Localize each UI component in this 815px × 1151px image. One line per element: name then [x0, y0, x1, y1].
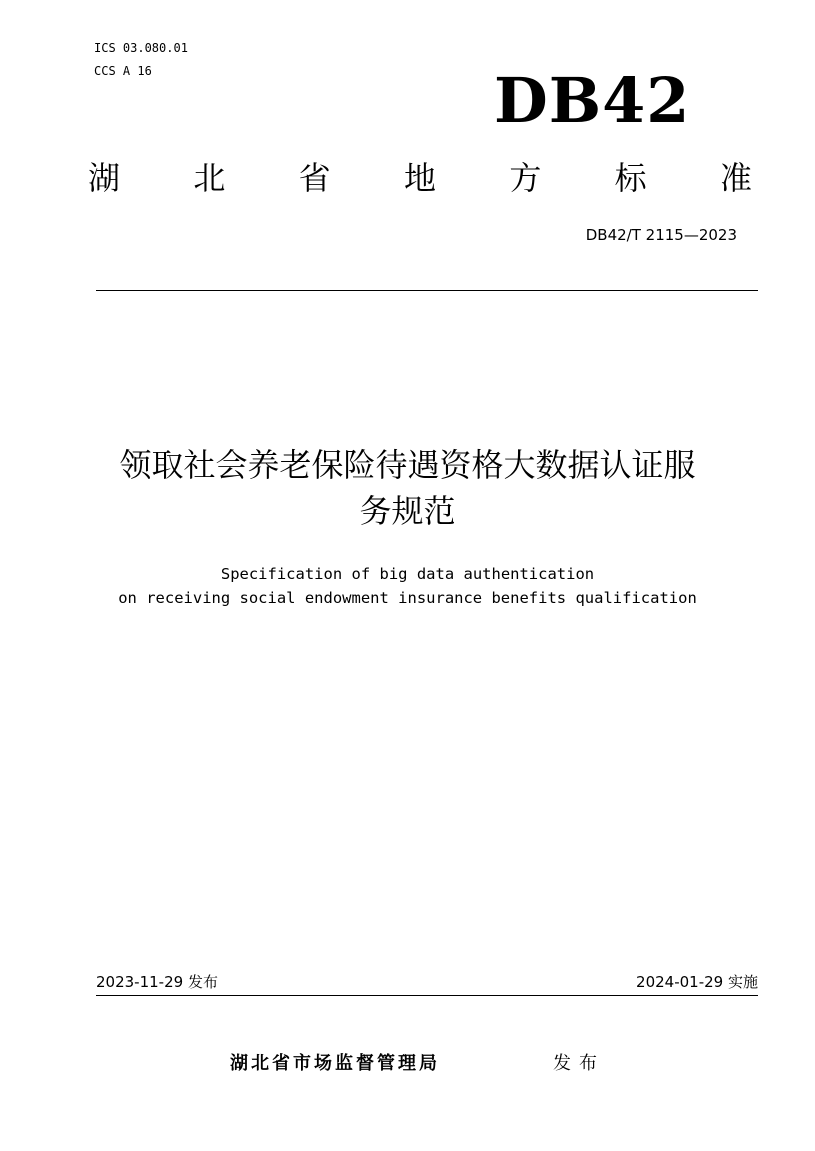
standard-type-char: 准 [719, 159, 752, 197]
standard-type-char: 地 [403, 159, 436, 197]
english-title-line-2: on receiving social endowment insurance benefits qualification [118, 589, 697, 607]
title-line-2: 务规范 [359, 492, 456, 530]
footer-divider [96, 995, 758, 996]
implement-date: 2024-01-29 实施 [636, 973, 758, 991]
issue-label: 发布 [553, 1053, 605, 1074]
standard-type-char: 标 [614, 159, 647, 197]
standard-type-char: 方 [509, 159, 542, 197]
english-title [60, 562, 755, 610]
standard-type-char: 湖 [88, 159, 121, 197]
standard-type-char: 省 [298, 159, 331, 197]
ccs-code: CCS A 16 [94, 64, 152, 78]
standard-type [88, 158, 752, 198]
ics-code: ICS 03.080.01 [94, 41, 188, 55]
document-title [80, 442, 735, 534]
header-divider [96, 290, 758, 291]
standard-type-char: 北 [193, 159, 226, 197]
title-line-1: 领取社会养老保险待遇资格大数据认证服 [119, 446, 696, 484]
english-title-line-1: Specification of big data authentication [220, 565, 595, 583]
publish-date: 2023-11-29 发布 [96, 973, 218, 991]
db42-logo: DB42 [494, 64, 691, 137]
standard-number: DB42/T 2115—2023 [585, 226, 737, 244]
issuer-name: 湖北省市场监督管理局 [230, 1053, 440, 1074]
